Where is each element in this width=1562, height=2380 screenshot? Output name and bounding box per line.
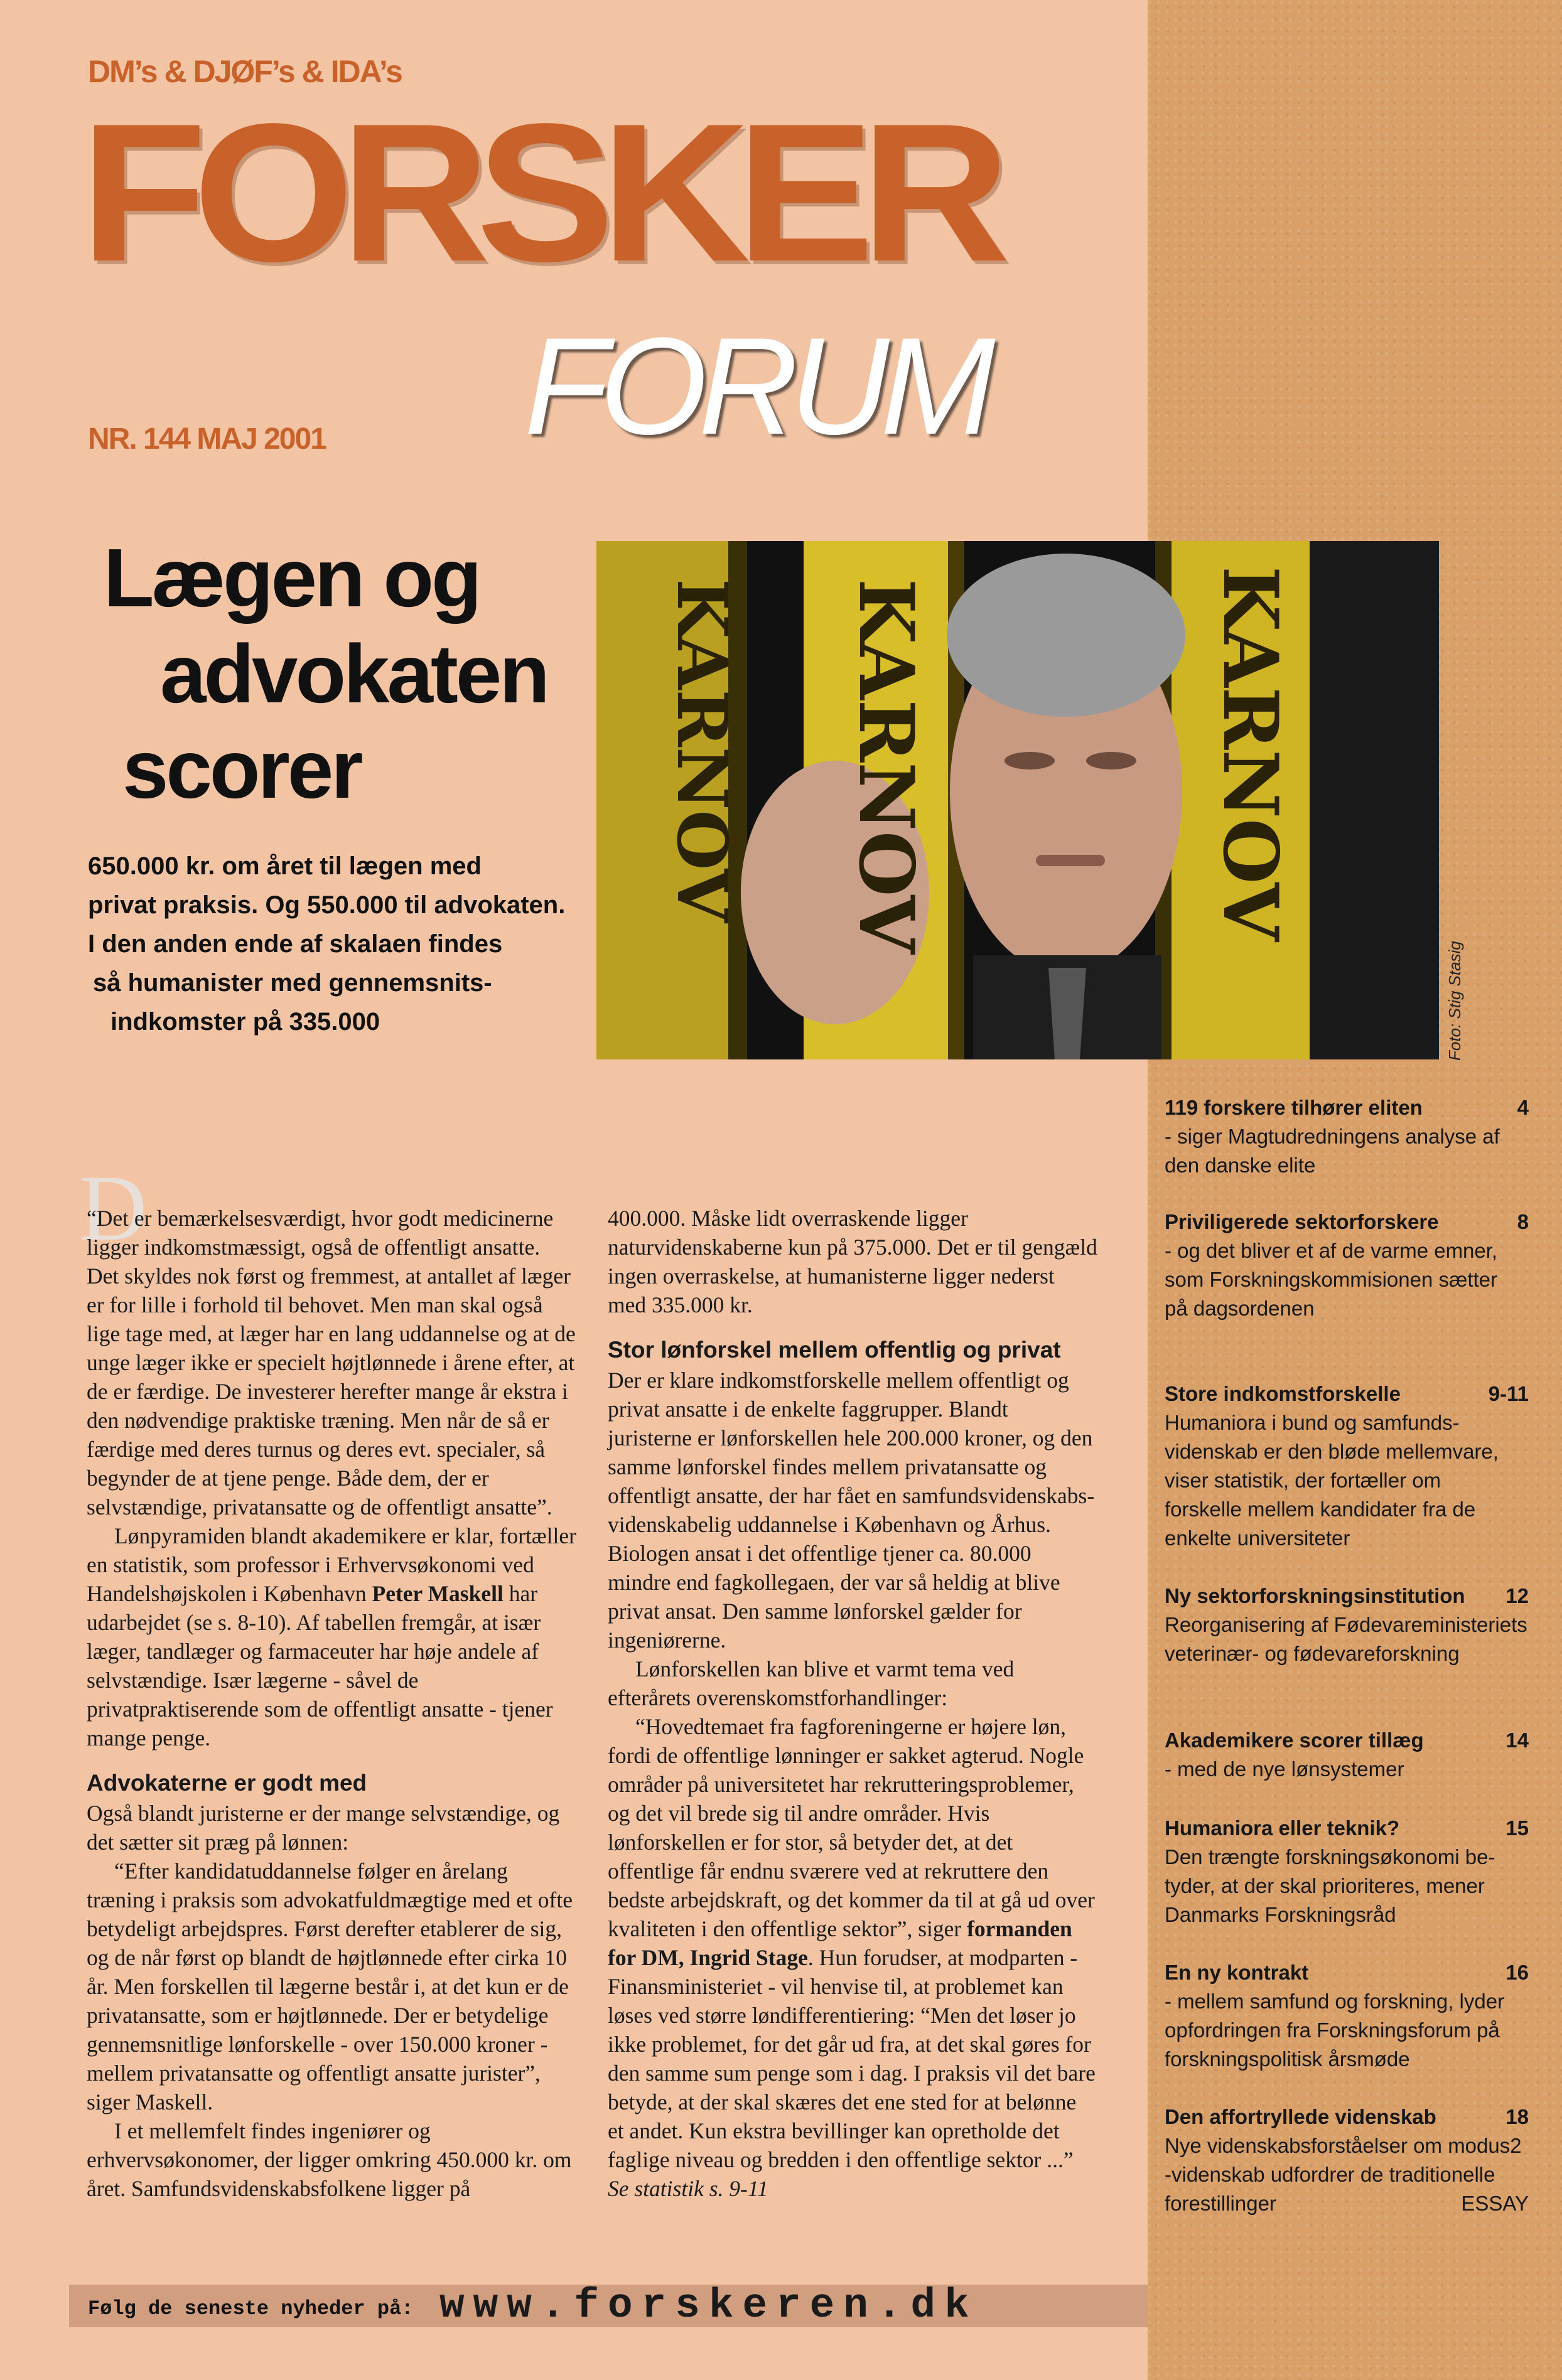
person-name: Peter Maskell [372,1581,504,1606]
section-heading: Advokaterne er godt med [87,1770,367,1796]
toc-entry-videnskab[interactable]: Den affortryllede videnskab 18 Nye videnskabsforståelser om modus2 -videnskab udfordrer de traditionelle forestillinger ESSAY [1165,2103,1529,2218]
deck-line-1: 650.000 kr. om året til lægen med [88,852,482,880]
article-paragraph: I et mellemfelt findes ingeniører og erhvervsøkonomer, der ligger omkring 450.000 kr. om året. Samfundsvidenskabsfolkene ligger på [87,2118,572,2201]
masthead-subtitle: FORUM [524,309,987,463]
toc-entry-tillaeg[interactable]: Akademikere scorer tillæg 14 - med de nye lønsystemer [1165,1729,1529,1781]
toc-entry-eliten[interactable]: 119 forskere tilhører eliten 4 - siger Magtudredningens analyse af den danske elite [1165,1096,1529,1177]
deck-line-3: I den anden ende af skalaen findes [88,930,503,958]
masthead-title: FORSKER [80,82,997,303]
headline-line-2: advokaten [160,628,547,720]
article-column-1 [87,1204,576,2203]
deck-line-5: indkomster på 335.000 [110,1008,380,1036]
book-label-left: KARNOV [662,579,743,923]
book-label-center: KARNOV [842,579,930,954]
publishers-line: DM’s & DJØF’s & IDA’s [88,54,402,89]
deck-line-4: så humanister med gennemsnits- [93,969,492,997]
article-paragraph: “Det er bemærkelsesværdigt, hvor godt medicinerne ligger indkomstmæssigt, også de offentligt ansatte. Det skyldes nok først og fremmest, at antallet af læger er for lille i forhold til behovet. Men man skal også lige tage med, at læger har en lang uddannelse og at de unge læger ikke er specielt højtlønnede i årene efter, at de er færdige. De investerer herefter mange år ekstra i den nødvendige praktiske træning. Men når de så er færdige med deres turnus og deres evt. specialer, så begynder de at tjene penge. Både dem, der er selvstændige, privatansatte og de offentligt ansatte”. [87,1206,576,1520]
article-paragraph: “Hovedtemaet fra fagforeningerne er højere løn, fordi de offentlige lønninger er sakket agterud. Nogle områder på universitetet har rekrutteringsproblemer, og det vil brede sig til andre områder. Hvis lønforskellen er for stor, så betyder det, at det offentlige får endnu sværere ved at rekruttere den bedste arbejdskraft, og det kommer da til at gå ud over kvaliteten i den offentlige sektor”, siger formanden for DM, Ingrid Stage. Hun forudser, at modparten - Finansministeriet - vil henvise til, at problemet kan løses ved større løndifferentiering: “Men det løser jo ikke problemet, for det går ud fra, at det skal gøres for den samme sum penge som i dag. I praksis vil det bare betyde, at der skal skæres det ene sted for at belønne et andet. Kun ekstra bevillinger kan opretholde det faglige niveau og bredden i den offentlige sektor ...” [608,1714,1096,2172]
toc-entry-indkomstforskelle[interactable]: Store indkomstforskelle 9-11 Humaniora i bund og samfunds- videnskab er den bløde mellemvare, viser statistik, der fortæller om forskelle mellem kandidater fra de enkelte universiteter [1165,1382,1529,1550]
deck-line-2: privat praksis. Og 550.000 til advokaten. [88,891,566,919]
footer-label: Følg de seneste nyheder på: [88,2297,414,2320]
section-heading: Stor lønforskel mellem offentlig og privat [608,1337,1061,1363]
photo-illustration [596,541,1439,1059]
toc-entry-humaniora[interactable]: Humaniora eller teknik? 15 Den trængte forskningsøkonomi be- tyder, at der skal prioriteres, mener Danmarks Forskningsråd [1165,1816,1529,1926]
article-paragraph: Lønforskellen kan blive et varmt tema ved efterårets overenskomstforhandlinger: [608,1656,1015,1710]
book-label-right: KARNOV [1206,566,1295,941]
article-paragraph: Også blandt juristerne er der mange selvstændige, og det sætter sit præg på lønnen: [87,1801,560,1855]
article-paragraph: Der er klare indkomstforskelle mellem offentligt og privat ansatte i de enkelte faggrupper. Blandt juristerne er lønforskellen hele 200.000 kroner, og den samme lønforskel findes mellem privatansatte og offentligt ansatte, der har fået en samfundsvidenskabs-videnskabelig uddannelse i København og Århus. Biologen ansat i det offentlige tjener ca. 80.000 mindre end fagkollegaen, der var så heldig at blive privat ansat. Den samme lønforskel gælder for ingeniørerne. [608,1368,1095,1653]
toc-entry-kontrakt[interactable]: En ny kontrakt 16 - mellem samfund og forskning, lyder opfordringen fra Forskningsforum på forskningspolitisk årsmøde [1165,1961,1529,2071]
essay-tag: ESSAY [1461,2192,1529,2215]
drop-cap: D [79,1156,148,1260]
cover-photo [596,541,1439,1059]
article-paragraph: 400.000. Måske lidt overraskende ligger naturvidenskaberne kun på 375.000. Det er til gengæld ingen overraskelse, at humanisterne ligger nederst med 335.000 kr. [608,1206,1097,1317]
photo-credit: Foto: Stig Stasig [1445,941,1464,1061]
headline-line-3: scorer [122,723,361,815]
website-link[interactable]: www.forskeren.dk [439,2282,978,2329]
article-column-2 [608,1204,1097,2203]
article-paragraph: Lønpyramiden blandt akademikere er klar, fortæller en statistik, som professor i Erhvervsøkonomi ved Handelshøjskolen i København Peter Maskell har udarbejdet (se s. 8-10). Af tabellen fremgår, at især læger, tandlæger og farmaceuter har høje andele af selvstændige. Især lægerne - såvel de privatpraktiserende som de offentligt ansatte - tjener mange penge. [87,1523,576,1750]
statistics-reference[interactable]: Se statistik s. 9-11 [608,2176,768,2201]
headline-line-1: Lægen og [104,532,480,624]
issue-number: NR. 144 MAJ 2001 [88,422,326,456]
article-paragraph: “Efter kandidatuddannelse følger en årelang træning i praksis som advokatfuldmægtige med et ofte betydeligt arbejdspres. Først derefter etablerer de sig, og de når først op blandt de højtlønnede efter cirka 10 år. Men forskellen til lægerne består i, at det kun er de privatansatte, som er højtlønnede. Der er betydelige gennemsnitlige lønforskelle - over 150.000 kroner - mellem privatansatte og offentligt ansatte jurister”, siger Maskell. [87,1858,573,2115]
person-name: formanden for DM, Ingrid Stage [608,1916,1072,1970]
toc-entry-sektorforskere[interactable]: Priviligerede sektorforskere 8 - og det bliver et af de varme emner, som Forskningskommisionen sætter på dagsordenen [1165,1210,1529,1320]
toc-entry-sektorforskningsinstitution[interactable]: Ny sektorforskningsinstitution 12 Reorganisering af Fødevareministeriets veterinær- og fødevareforskning [1165,1584,1529,1665]
